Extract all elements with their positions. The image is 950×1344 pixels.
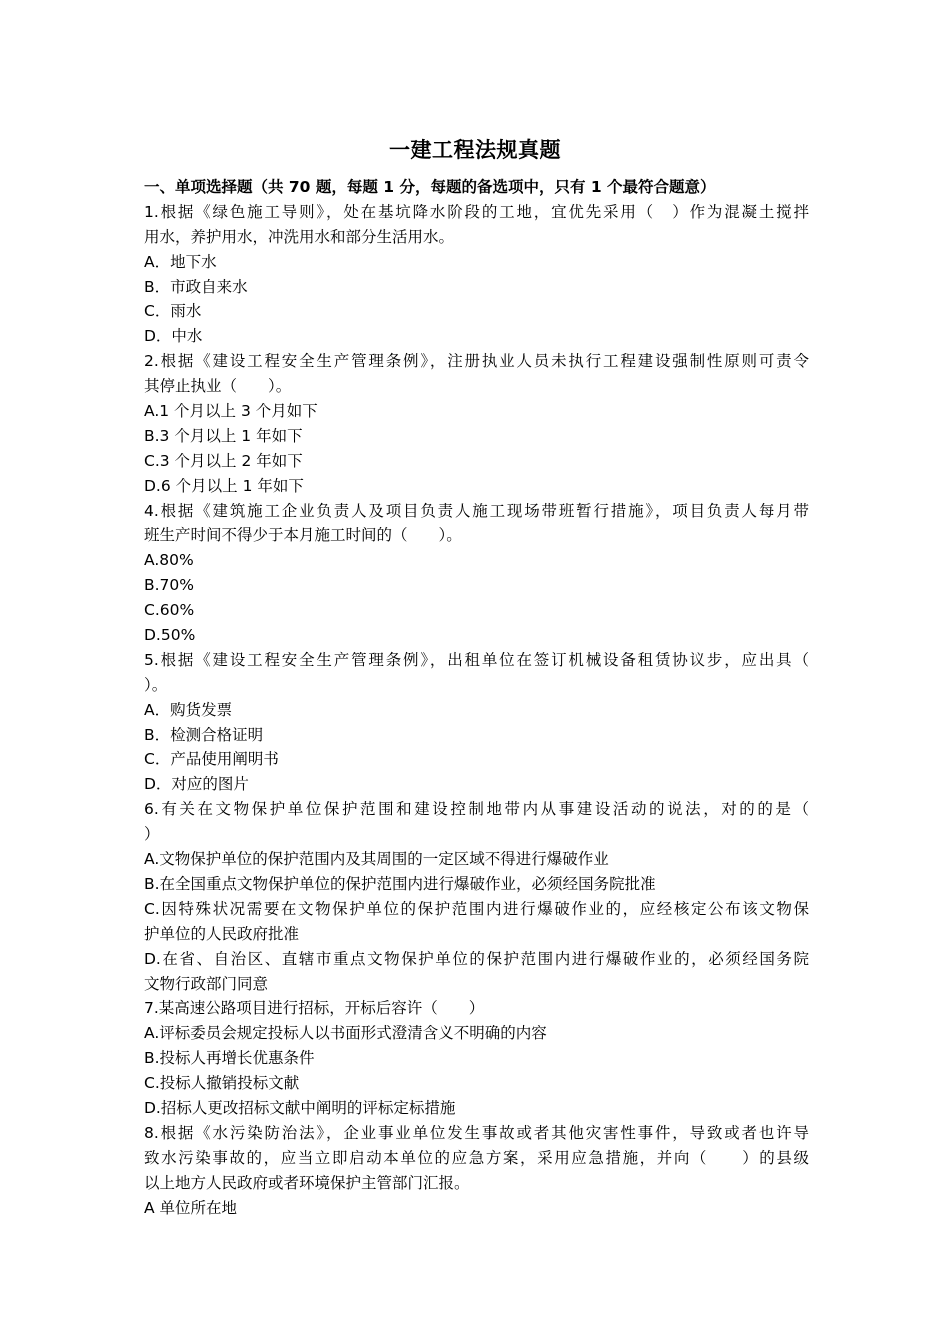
question-2 — [144, 349, 809, 498]
question-1 — [144, 200, 809, 349]
option-b: B.在全国重点文物保护单位的保护范围内进行爆破作业，必须经国务院批准 — [144, 874, 656, 893]
option-d: D.50% — [144, 626, 196, 645]
question-stem: 1.根据《绿色施工导则》，处在基坑降水阶段的工地，宜优先采用（ ）作为混凝土搅拌 — [144, 202, 809, 221]
option-d: D．对应的图片 — [144, 775, 249, 794]
option-a: A.1 个月以上 3 个月如下 — [144, 402, 318, 421]
question-stem: 4.根据《建筑施工企业负责人及项目负责人施工现场带班暂行措施》，项目负责人每月带 — [144, 501, 809, 520]
question-7 — [144, 996, 809, 1120]
document-body — [144, 175, 809, 1220]
option-c: C.60% — [144, 601, 195, 620]
question-stem: 7.某高速公路项目进行招标，开标后容许（ ） — [144, 999, 485, 1018]
question-8 — [144, 1121, 809, 1221]
option-c — [144, 897, 809, 947]
question-stem: 2.根据《建设工程安全生产管理条例》，注册执业人员未执行工程建设强制性原则可责令 — [144, 352, 809, 371]
option-d: D.6 个月以上 1 年如下 — [144, 476, 304, 495]
option-a: A.评标委员会规定投标人以书面形式澄清含义不明确的内容 — [144, 1024, 547, 1043]
option-a: A．购货发票 — [144, 700, 233, 719]
option-b: B．市政自来水 — [144, 277, 248, 296]
question-stem: 5.根据《建设工程安全生产管理条例》，出租单位在签订机械设备租赁协议步，应出具（ — [144, 650, 809, 669]
question-6 — [144, 797, 809, 996]
question-stem: 致水污染事故的，应当立即启动本单位的应急方案，采用应急措施，并向（ ）的县级 — [144, 1148, 809, 1167]
option-a: A 单位所在地 — [144, 1198, 238, 1217]
question-4 — [144, 499, 809, 648]
section-heading: 一、单项选择题（共 70 题，每题 1 分，每题的备选项中，只有 1 个最符合题意） — [144, 178, 716, 196]
option-d — [144, 947, 809, 997]
option-b: B．检测合格证明 — [144, 725, 264, 744]
question-stem: 其停止执业（ ）。 — [144, 377, 292, 396]
option-b: B.投标人再增长优惠条件 — [144, 1049, 315, 1068]
question-stem: ）。 — [144, 675, 168, 694]
question-stem: 8.根据《水污染防治法》，企业事业单位发生事故或者其他灾害性事件，导致或者也许导 — [144, 1123, 809, 1142]
option-c: C．雨水 — [144, 302, 202, 321]
option-a: A．地下水 — [144, 252, 217, 271]
option-a: A.80% — [144, 551, 194, 570]
question-stem: 以上地方人民政府或者环境保护主管部门汇报。 — [144, 1173, 470, 1192]
question-stem: 用水，养护用水，冲洗用水和部分生活用水。 — [144, 227, 455, 246]
option-d-line-2: 文物行政部门同意 — [144, 974, 269, 993]
option-d-line-1: D.在省、自治区、直辖市重点文物保护单位的保护范围内进行爆破作业的，必须经国务院 — [144, 949, 809, 968]
option-b: B.3 个月以上 1 年如下 — [144, 426, 303, 445]
option-d: D．中水 — [144, 327, 203, 346]
question-5 — [144, 648, 809, 797]
option-b: B.70% — [144, 576, 195, 595]
option-c-line-2: 护单位的人民政府批准 — [144, 924, 300, 943]
question-stem: ） — [144, 825, 160, 844]
option-c-line-1: C.因特殊状况需要在文物保护单位的保护范围内进行爆破作业的，应经核定公布该文物保 — [144, 899, 809, 918]
question-stem: 6.有关在文物保护单位保护范围和建设控制地带内从事建设活动的说法，对的的是（ — [144, 800, 809, 819]
option-c: C.3 个月以上 2 年如下 — [144, 451, 303, 470]
option-c: C.投标人撤销投标文献 — [144, 1074, 300, 1093]
option-a: A.文物保护单位的保护范围内及其周围的一定区域不得进行爆破作业 — [144, 850, 609, 869]
question-stem: 班生产时间不得少于本月施工时间的（ ）。 — [144, 526, 462, 545]
document-title: 一建工程法规真题 — [389, 138, 561, 162]
option-d: D.招标人更改招标文献中阐明的评标定标措施 — [144, 1098, 456, 1117]
option-c: C．产品使用阐明书 — [144, 750, 279, 769]
